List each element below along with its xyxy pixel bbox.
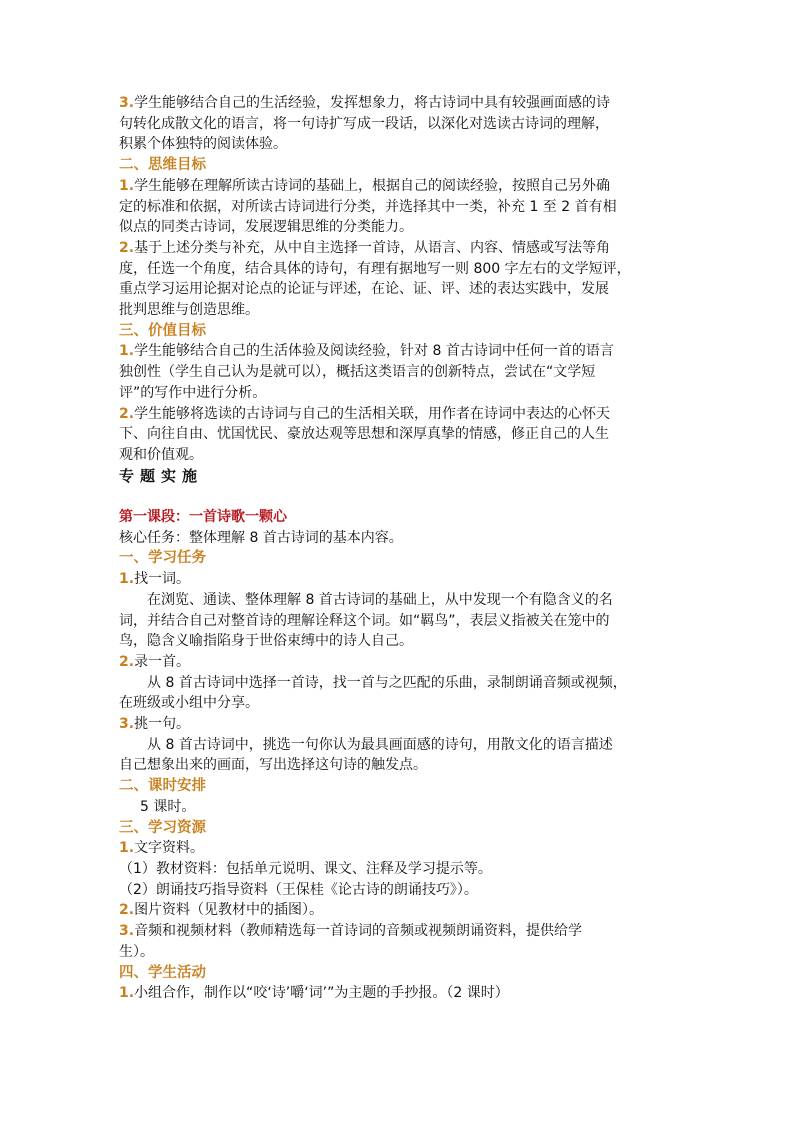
spacer	[119, 486, 679, 507]
item-number: 1.	[119, 343, 135, 360]
text-line: 定的标准和依据，对所读古诗词进行分类，并选择其中一类，补充 1 至 2 首有相	[119, 198, 617, 215]
text-line: （1）教材资料：包括单元说明、课文、注释及学习提示等。	[119, 861, 492, 877]
text-line: 评”的写作中进行分析。	[119, 384, 267, 401]
task-item: 2.录一首。	[119, 653, 191, 670]
text-line: 词，并结合自己对整首诗的理解诠释这个词。如“羁鸟”，表层义指被关在笼中的	[119, 612, 610, 629]
section-heading: 三、价值目标	[119, 322, 206, 339]
section-heading: 三、学习资源	[119, 819, 206, 836]
item-number: 2.	[119, 239, 135, 256]
goal-item: 1.学生能够在理解所读古诗词的基础上，根据自己的阅读经验，按照自己另外确	[119, 177, 611, 194]
text-line: 度，任选一个角度，结合具体的诗句，有理有据地写一则 800 字左右的文学短评，	[119, 260, 631, 277]
text-line: 在班级或小组中分享。	[119, 695, 259, 712]
text-line: 观和价值观。	[119, 446, 203, 463]
schedule-text: 5 课时。	[140, 798, 196, 815]
resource-item: 3.音频和视频材料（教师精选每一首诗词的音频或视频朗诵资料，提供给学	[119, 923, 583, 940]
goal-item: 2.学生能够将选读的古诗词与自己的生活相关联，用作者在诗词中表达的心怀天	[119, 405, 611, 422]
section-heading: 二、思维目标	[119, 157, 206, 174]
section-heading: 四、学生活动	[119, 964, 206, 981]
text-line: 独创性（学生自己认为是就可以），概括这类语言的创新特点，尝试在“文学短	[119, 364, 596, 381]
resource-item: 2.图片资料（见教材中的插图）。	[119, 902, 324, 919]
text-line: 积累个体独特的阅读体验。	[119, 136, 287, 153]
text-line: 句转化成散文化的语言，将一句诗扩写成一段话，以深化对选读古诗词的理解，	[119, 115, 609, 132]
text-line: （2）朗诵技巧指导资料（王保桂《论古诗的朗诵技巧》）。	[119, 881, 478, 898]
chapter-title: 专题实施	[119, 466, 204, 485]
document-page	[119, 93, 679, 1004]
text-line: 生）。	[119, 943, 154, 960]
item-number: 1.	[119, 177, 135, 194]
task-item: 3.挑一句。	[119, 716, 191, 733]
item-number: 2.	[119, 653, 135, 670]
item-number: 3.	[119, 716, 135, 733]
text-line: 批判思维与创造思维。	[119, 302, 259, 319]
text-line: 自己想象出来的画面，写出选择这句诗的触发点。	[119, 757, 427, 774]
text-line: 下、向往自由、忧国忧民、豪放达观等思想和深厚真挚的情感，修正自己的人生	[119, 426, 609, 443]
goal-item: 3.学生能够结合自己的生活经验，发挥想象力，将古诗词中具有较强画面感的诗	[119, 95, 611, 111]
goal-item: 1.学生能够结合自己的生活体验及阅读经验，针对 8 首古诗词中任何一首的语言	[119, 343, 614, 360]
item-number: 1.	[119, 985, 135, 1002]
item-number: 2.	[119, 902, 135, 919]
core-task: 核心任务：整体理解 8 首古诗词的基本内容。	[119, 529, 403, 546]
section-heading: 一、学习任务	[119, 550, 206, 567]
section-heading: 二、课时安排	[119, 778, 206, 795]
goal-item: 2.基于上述分类与补充，从中自主选择一首诗，从语言、内容、情感或写法等角	[119, 239, 611, 256]
text-line: 鸟，隐含义喻指陷身于世俗束缚中的诗人自己。	[119, 633, 413, 650]
item-number: 3.	[119, 95, 135, 111]
text-line: 从 8 首古诗词中选择一首诗，找一首与之匹配的乐曲，录制朗诵音频或视频，	[147, 674, 627, 691]
text-line: 似点的同类古诗词，发展逻辑思维的分类能力。	[119, 219, 413, 236]
text-line: 重点学习运用论据对论点的论证与评述，在论、证、评、述的表达实践中，发展	[119, 281, 609, 298]
item-number: 1.	[119, 571, 135, 588]
activity-item: 1.小组合作，制作以“咬‘诗’嚼‘词’”为主题的手抄报。（2 课时）	[119, 985, 509, 1002]
task-item: 1.找一词。	[119, 571, 191, 588]
item-number: 2.	[119, 405, 135, 422]
resource-item: 1.文字资料。	[119, 840, 205, 857]
text-line: 在浏览、通读、整体理解 8 首古诗词的基础上，从中发现一个有隐含义的名	[147, 591, 613, 608]
lesson-title: 第一课段：一首诗歌一颗心	[119, 509, 287, 526]
item-number: 1.	[119, 840, 135, 857]
text-line: 从 8 首古诗词中，挑选一句你认为最具画面感的诗句，用散文化的语言描述	[147, 736, 613, 753]
item-number: 3.	[119, 923, 135, 940]
